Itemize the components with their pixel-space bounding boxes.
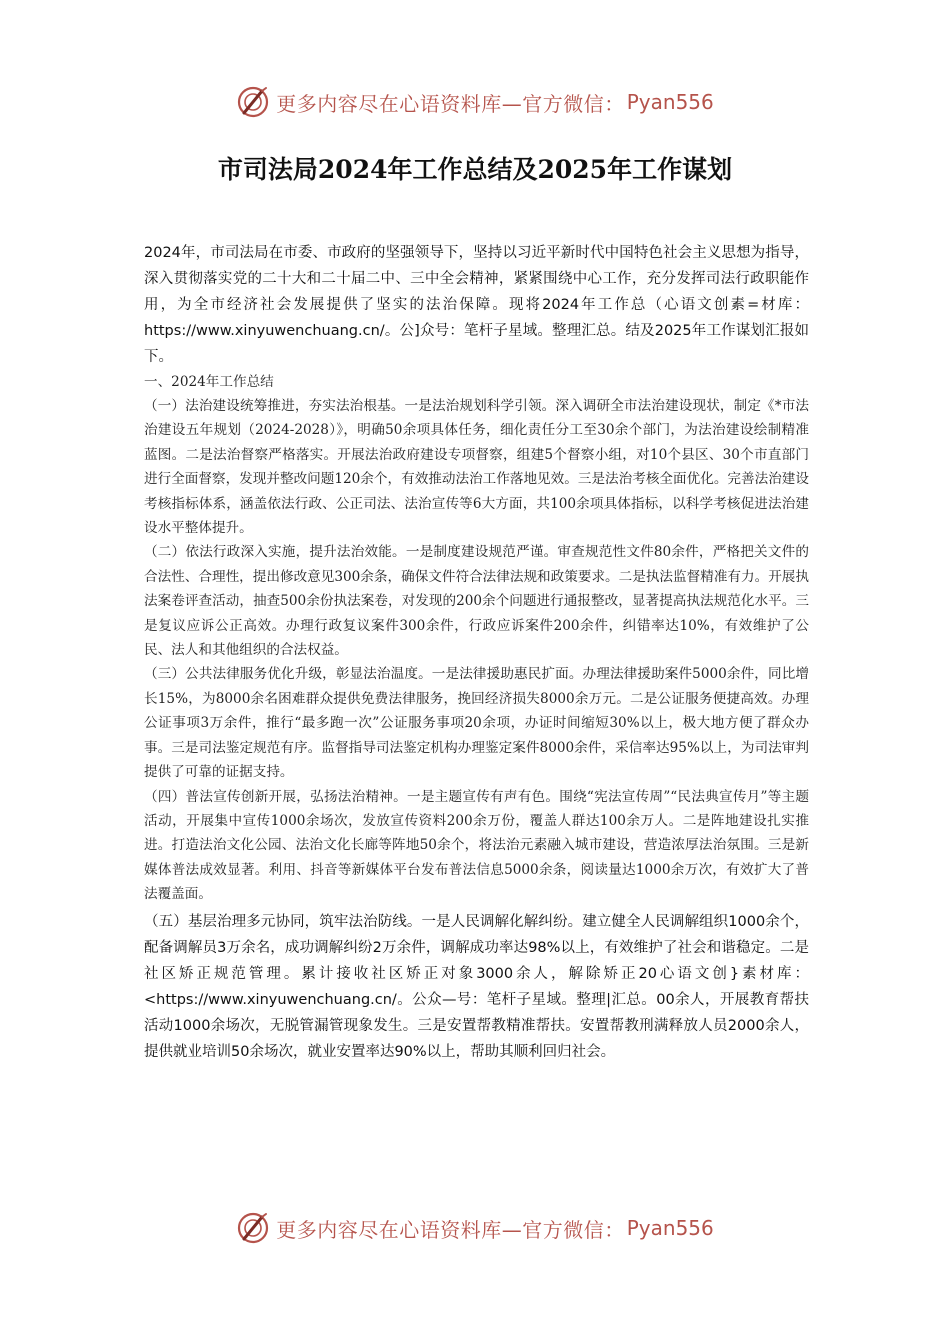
section-heading: 一、2024年工作总结 — [144, 374, 274, 390]
banner-text: 更多内容尽在心语资料库—官方微信： — [276, 1217, 625, 1242]
paragraph-4: （四）普法宣传创新开展，弘扬法治精神。一是主题宣传有声有色。围绕“宪法宣传周”“民法典宣传月”等主题活动，开展集中宣传1000余场次，发放宣传资料200余万份，覆盖人群达100余万人。二是阵地建设扎实推进。打造法治文化公园、法治文化长廊等阵地50余个，将法治元素融入城市建设，营造浓厚法治氛围。三是新媒体普法成效显著。利用、抖音等新媒体平台发布普法信息5000余条，阅读量达1000余万次，有效扩大了普法覆盖面。 — [144, 788, 809, 903]
banner-wechat-id: Pyan556 — [626, 1216, 714, 1240]
footer-banner — [0, 1208, 950, 1248]
brush-logo-icon — [236, 1211, 270, 1245]
paragraph-1: （一）法治建设统筹推进，夯实法治根基。一是法治规划科学引领。深入调研全市法治建设现状，制定《*市法治建设五年规划（2024-2028）》，明确50余项具体任务，细化责任分工至30余个部门，为法治建设绘制精准蓝图。二是法治督察严格落实。开展法治政府建设专项督察，组建5个督察小组，对10个县区、30个市直部门进行全面督察，发现并整改问题120余个，有效推动法治工作落地见效。三是法治考核全面优化。完善法治建设考核指标体系，涵盖依法行政、公正司法、法治宣传等6大方面，共100余项具体指标，以科学考核促进法治建设水平整体提升。 — [144, 398, 809, 537]
banner-wechat-id: Pyan556 — [626, 90, 714, 114]
brush-logo-icon — [236, 85, 270, 119]
paragraph-3: （三）公共法律服务优化升级，彰显法治温度。一是法律援助惠民扩面。办理法律援助案件5000余件，同比增长15%，为8000余名困难群众提供免费法律服务，挽回经济损失8000余万元。二是公证服务便捷高效。办理公证事项3万余件，推行“最多跑一次”公证服务事项20余项，办证时间缩短30%以上，极大地方便了群众办事。三是司法鉴定规范有序。监督指导司法鉴定机构办理鉴定案件8000余件，采信率达95%以上，为司法审判提供了可靠的证据支持。 — [144, 666, 809, 781]
header-banner — [0, 82, 950, 122]
paragraph-2: （二）依法行政深入实施，提升法治效能。一是制度建设规范严谨。审查规范性文件80余件，严格把关文件的合法性、合理性，提出修改意见300余条，确保文件符合法律法规和政策要求。二是执法监督精准有力。开展执法案卷评查活动，抽查500余份执法案卷，对发现的200余个问题进行通报整改，显著提高执法规范化水平。三是复议应诉公正高效。办理行政复议案件300余件，行政应诉案件200余件，纠错率达10%，有效维护了公民、法人和其他组织的合法权益。 — [144, 544, 809, 659]
paragraph-5: （五）基层治理多元协同，筑牢法治防线。一是人民调解化解纠纷。建立健全人民调解组织1000余个，配备调解员3万余名，成功调解纠纷2万余件，调解成功率达98%以上，有效维护了社会和谐稳定。二是社区矫正规范管理。累计接收社区矫正对象3000余人，解除矫正20心语文创}素材库：<https://www.xinyuwenchuang.cn/。公众—号：笔杆子星域。整理|汇总。00余人，开展教育帮扶活动1000余场次，无脱管漏管现象发生。三是安置帮教精准帮扶。安置帮教刑满释放人员2000余人，提供就业培训50余场次，就业安置率达90%以上，帮助其顺利回归社会。 — [144, 913, 809, 1060]
document-body — [144, 240, 809, 1065]
document-title: 市司法局2024年工作总结及2025年工作谋划 — [217, 155, 733, 184]
intro-paragraph: 2024年，市司法局在市委、市政府的坚强领导下，坚持以习近平新时代中国特色社会主义思想为指导，深入贯彻落实党的二十大和二十届二中、三中全会精神，紧紧围绕中心工作，充分发挥司法行政职能作用，为全市经济社会发展提供了坚实的法治保障。现将2024年工作总（心语文创素=材库：https://www.xinyuwenchuang.cn/。公]众号：笔杆子星域。整理汇总。结及2025年工作谋划汇报如下。 — [144, 245, 809, 365]
banner-text: 更多内容尽在心语资料库—官方微信： — [276, 91, 625, 116]
